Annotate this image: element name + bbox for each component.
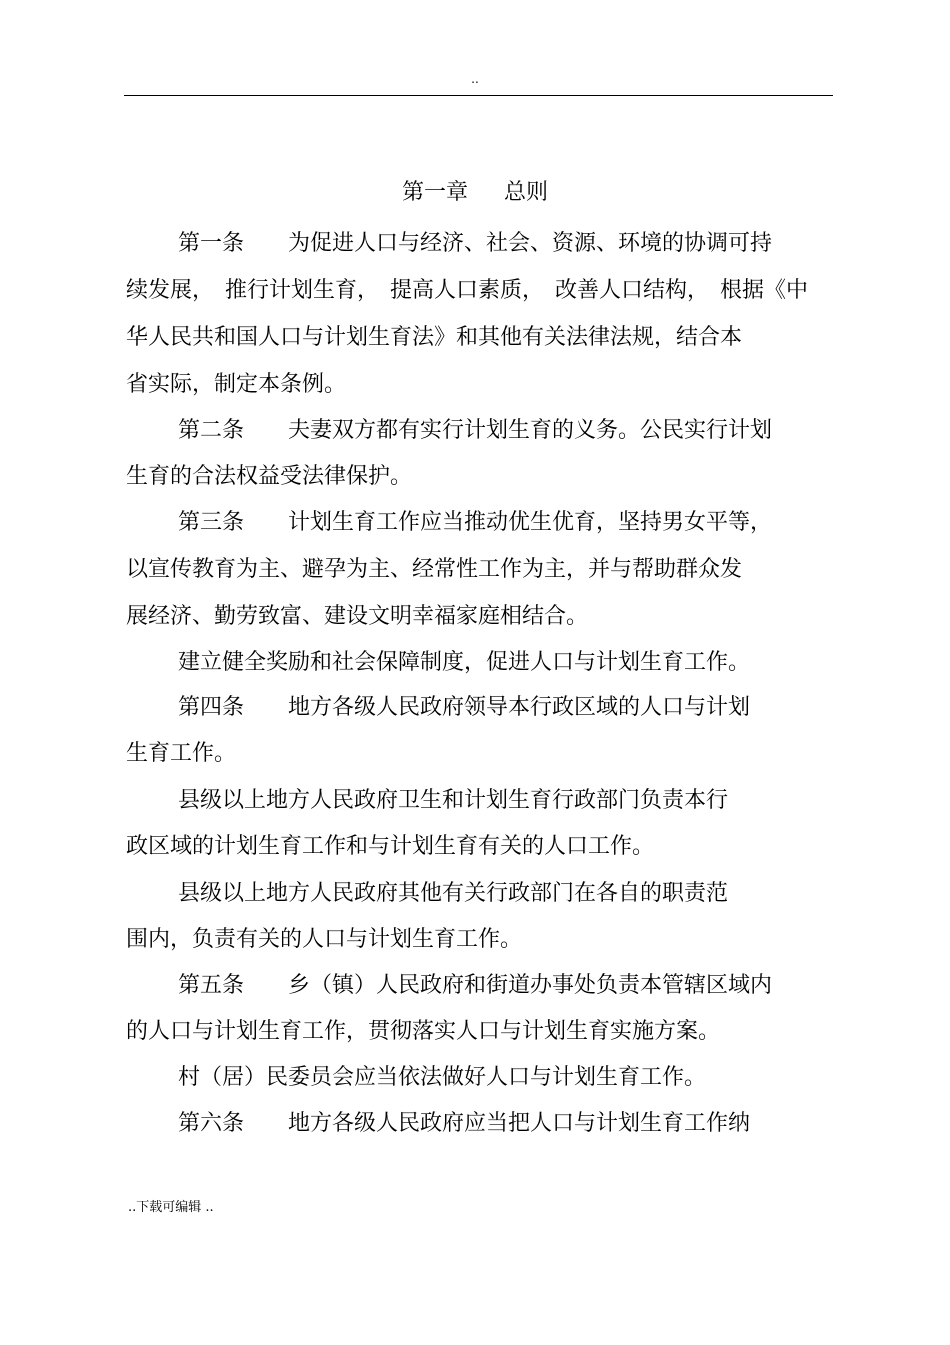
text-line: 第四条 地方各级人民政府领导本行政区域的人口与计划 <box>178 695 751 720</box>
text-line: 第一条 为促进人口与经济、社会、资源、环境的协调可持 <box>178 231 773 256</box>
chapter-name: 总则 <box>504 180 549 205</box>
text-line: 第五条 乡（镇）人民政府和街道办事处负责本管辖区域内 <box>178 973 773 998</box>
text-line: 生育的合法权益受法律保护。 <box>126 464 413 489</box>
header-rule <box>124 95 833 96</box>
text-line: 第三条 计划生育工作应当推动优生优育，坚持男女平等， <box>178 510 773 535</box>
text-line: 建立健全奖励和社会保障制度，促进人口与计划生育工作。 <box>178 650 751 675</box>
text-line: 续发展， 推行计划生育， 提高人口素质， 改善人口结构， 根据《中 <box>126 278 809 303</box>
text-line: 村（居）民委员会应当依法做好人口与计划生育工作。 <box>178 1065 707 1090</box>
text-line: 县级以上地方人民政府其他有关行政部门在各自的职责范 <box>178 881 729 906</box>
chapter-title <box>0 178 950 208</box>
text-line: 第二条 夫妻双方都有实行计划生育的义务。公民实行计划 <box>178 418 773 443</box>
text-line: 政区域的计划生育工作和与计划生育有关的人口工作。 <box>126 834 655 859</box>
text-line: 的人口与计划生育工作，贯彻落实人口与计划生育实施方案。 <box>126 1019 721 1044</box>
text-line: 围内，负责有关的人口与计划生育工作。 <box>126 927 523 952</box>
footer-mark: ..下载可编辑 .. <box>128 1200 214 1215</box>
chapter-number: 第一章 <box>401 180 468 205</box>
header-mark: .. <box>471 72 479 86</box>
text-line: 展经济、勤劳致富、建设文明幸福家庭相结合。 <box>126 604 589 629</box>
text-line: 以宣传教育为主、避孕为主、经常性工作为主，并与帮助群众发 <box>126 557 743 582</box>
text-line: 第六条 地方各级人民政府应当把人口与计划生育工作纳 <box>178 1111 751 1136</box>
text-line: 省实际，制定本条例。 <box>126 372 347 397</box>
text-line: 华人民共和国人口与计划生育法》和其他有关法律法规，结合本 <box>126 325 743 350</box>
text-line: 生育工作。 <box>126 741 237 766</box>
text-line: 县级以上地方人民政府卫生和计划生育行政部门负责本行 <box>178 788 729 813</box>
